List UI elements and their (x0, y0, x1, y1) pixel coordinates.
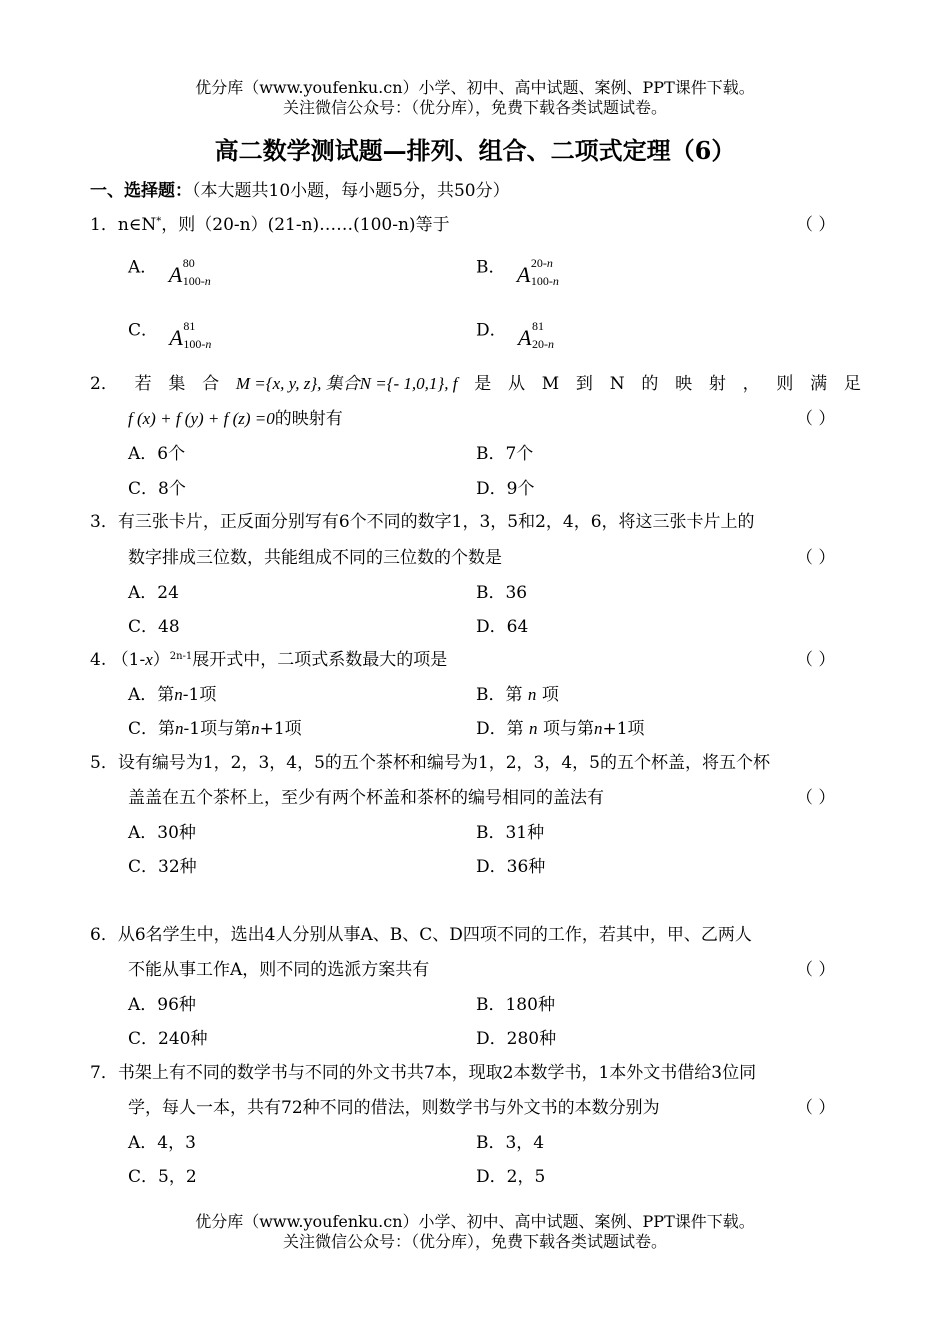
question-number: 4. (90, 650, 107, 670)
perm-sup: 20-n (530, 256, 553, 270)
footer-line-2: 关注微信公众号：（优分库），免费下载各类试题试卷。 (282, 1232, 667, 1251)
stem-char: 满 (810, 374, 828, 394)
option-label: D． (476, 320, 507, 341)
stem-char: 则 (776, 374, 794, 394)
stem-text: 从6名学生中，选出4人分别从事A、B、C、D四项不同的工作，若其中，甲、乙两人 (117, 925, 752, 945)
option-7d: D．2，5 (476, 1167, 546, 1187)
question-number: 1． (90, 215, 118, 235)
stem-math: M ={x, y, z}, 集合N ={- 1,0,1}, f (235, 374, 458, 393)
option-3a: A．24 (128, 583, 179, 603)
question-number: 3． (90, 512, 118, 532)
option-4b: B．第 n 项 (476, 685, 559, 705)
stem-char: N (609, 374, 625, 394)
option-1b (476, 251, 597, 288)
stem-text: n∈N (117, 215, 157, 235)
header-line-2: 关注微信公众号：（优分库），免费下载各类试题试卷。 (282, 98, 667, 117)
option-label: A． (128, 257, 158, 278)
option-6c: C．240种 (128, 1029, 208, 1049)
perm-sub: 20-n (532, 337, 555, 351)
header-line-1: 优分库（www.youfenku.cn）小学、初中、高中试题、案例、PPT课件下载。 (195, 78, 755, 97)
option-4d: D．第 n 项与第n+1项 (476, 719, 645, 739)
option-6b: B．180种 (476, 995, 555, 1015)
answer-paren: （ ） (796, 548, 836, 568)
option-2a: A．6个 (128, 444, 186, 464)
answer-paren: （ ） (796, 1098, 836, 1118)
superscript: * (156, 216, 162, 227)
question-number: 5． (90, 753, 118, 773)
answer-paren: （ ） (796, 960, 836, 980)
question-2-line-1 (90, 373, 861, 395)
stem-text: 有三张卡片，正反面分别写有6个不同的数字1，3，5和2，4，6，将这三张卡片上的 (117, 512, 755, 532)
option-6d: D．280种 (476, 1029, 557, 1049)
option-1a (128, 251, 249, 288)
stem-text: 的映射有 (274, 409, 343, 429)
option-3d: D．64 (476, 617, 529, 637)
option-4c: C．第n-1项与第n+1项 (128, 719, 302, 739)
option-5d: D．36种 (476, 857, 546, 877)
stem-char: 集 (168, 374, 186, 394)
perm-sup: 80 (182, 256, 195, 270)
perm-sup: 81 (183, 319, 196, 333)
question-5-line-1 (90, 752, 770, 774)
section-desc: （本大题共10小题，每小题5分，共50分） (192, 181, 510, 201)
option-2d: D．9个 (476, 479, 535, 499)
stem-char: 从 (507, 374, 525, 394)
option-label: C． (128, 320, 159, 341)
perm-sup: 81 (532, 319, 545, 333)
section-heading (90, 180, 510, 202)
option-5a: A．30种 (128, 823, 196, 843)
question-6-line-2: 不能从事工作A，则不同的选派方案共有 (128, 960, 430, 980)
question-3-line-1 (90, 511, 755, 533)
stem-char: 是 (474, 374, 492, 394)
question-number: 2． (90, 374, 118, 394)
option-label: B． (476, 257, 506, 278)
option-6a: A．96种 (128, 995, 196, 1015)
option-7a: A．4，3 (128, 1133, 196, 1153)
option-5b: B．31种 (476, 823, 545, 843)
stem-char: 射 (708, 374, 726, 394)
permutation-notation: A 81 20-n (518, 319, 555, 351)
perm-sub: 100-n (182, 274, 211, 288)
question-3-line-2: 数字排成三位数，共能组成不同的三位数的个数是 (128, 548, 502, 568)
perm-sub: 100-n (183, 337, 212, 351)
permutation-notation: A 20-n 100-n (516, 256, 559, 288)
answer-paren: （ ） (796, 409, 836, 429)
stem-text: 展开式中，二项式系数最大的项是 (192, 650, 448, 670)
option-3c: C．48 (128, 617, 180, 637)
exponent: 2n-1 (169, 651, 193, 662)
stem-text: 书架上有不同的数学书与不同的外文书共7本，现取2本数学书，1本外文书借给3位同 (117, 1063, 757, 1083)
page-title: 高二数学测试题—排列、组合、二项式定理（6） (214, 136, 736, 165)
stem-char: ， (742, 374, 760, 394)
option-4a: A．第n-1项 (128, 685, 217, 705)
question-2-line-2 (128, 408, 343, 430)
section-label: 一、选择题： (90, 181, 192, 201)
question-7-line-2: 学，每人一本，共有72种不同的借法，则数学书与外文书的本数分别为 (128, 1098, 660, 1118)
question-1-stem (90, 214, 450, 236)
question-number: 7． (90, 1063, 118, 1083)
answer-paren: （ ） (796, 788, 836, 808)
stem-math: f (x) + f (y) + f (z) =0 (128, 409, 275, 428)
option-2b: B．7个 (476, 444, 534, 464)
stem-char: M (541, 374, 560, 394)
option-3b: B．36 (476, 583, 528, 603)
stem-char: 的 (641, 374, 659, 394)
stem-char: 足 (843, 374, 861, 394)
option-1c (128, 314, 249, 351)
stem-text: ） (152, 650, 170, 670)
option-2c: C．8个 (128, 479, 186, 499)
permutation-notation: A 80 100-n (168, 256, 211, 288)
stem-char: 若 (134, 374, 152, 394)
option-5c: C．32种 (128, 857, 197, 877)
question-number: 6． (90, 925, 118, 945)
stem-text: （1- (111, 650, 146, 670)
question-7-line-1 (90, 1062, 756, 1084)
question-4-stem (90, 649, 447, 671)
stem-math: x (145, 650, 153, 669)
footer-line-1: 优分库（www.youfenku.cn）小学、初中、高中试题、案例、PPT课件下载。 (195, 1212, 755, 1231)
stem-char: 合 (202, 374, 220, 394)
stem-char: 映 (675, 374, 693, 394)
answer-paren: （ ） (796, 650, 836, 670)
option-7c: C．5，2 (128, 1167, 197, 1187)
stem-text: 设有编号为1，2，3，4，5的五个茶杯和编号为1，2，3，4，5的五个杯盖，将五个杯 (117, 753, 770, 773)
answer-paren: （ ） (796, 215, 836, 235)
question-6-line-1 (90, 924, 752, 946)
option-1d (476, 314, 598, 351)
permutation-notation: A 81 100-n (169, 319, 212, 351)
question-5-line-2: 盖盖在五个茶杯上，至少有两个杯盖和茶杯的编号相同的盖法有 (128, 788, 604, 808)
stem-char: 到 (575, 374, 593, 394)
option-7b: B．3，4 (476, 1133, 545, 1153)
perm-sub: 100-n (530, 274, 559, 288)
stem-text: ，则（20-n）(21-n)……(100-n)等于 (161, 215, 450, 235)
